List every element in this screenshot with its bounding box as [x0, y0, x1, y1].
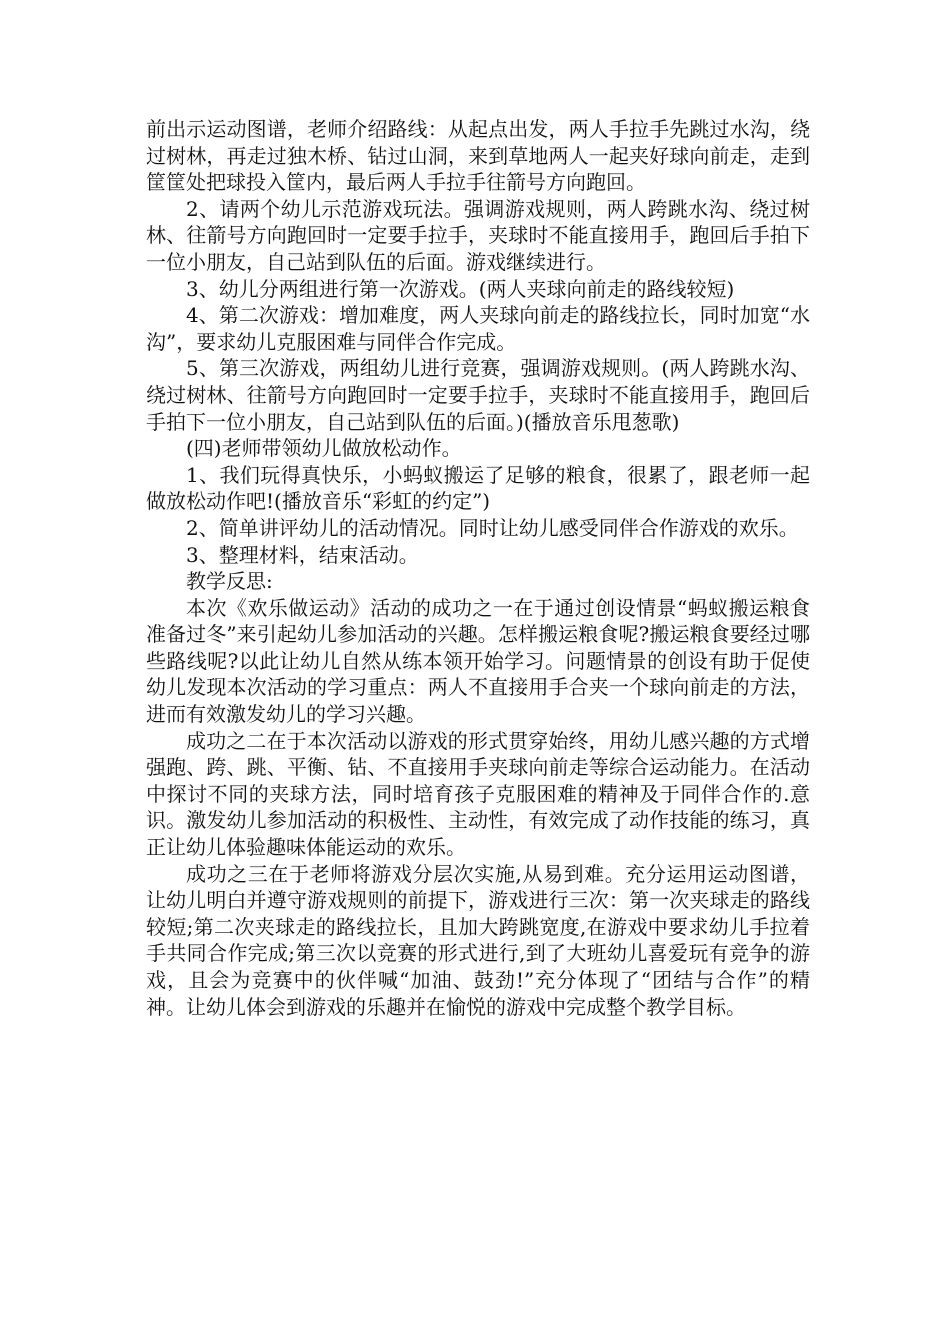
paragraph-route-intro: 前出示运动图谱，老师介绍路线：从起点出发，两人手拉手先跳过水沟，绕过树林，再走过独木桥、钻过山洞，来到草地两人一起夹好球向前走，走到筐筐处把球投入筐内，最后两人手拉手往箭号方向跑回。 [146, 117, 810, 195]
paragraph-reflection-2: 成功之二在于本次活动以游戏的形式贯穿始终，用幼儿感兴趣的方式增强跑、跨、跳、平衡、钻、不直接用手夹球向前走等综合运动能力。在活动中探讨不同的夹球方法，同时培育孩子克服困难的精神及于同伴合作的.意识。激发幼儿参加活动的积极性、主动性，有效完成了动作技能的练习，真正让幼儿体验趣味体能运动的欢乐。 [146, 728, 810, 860]
paragraph-step-5: 5、第三次游戏，两组幼儿进行竞赛，强调游戏规则。(两人跨跳水沟、绕过树林、往箭号方向跑回时一定要手拉手，夹球时不能直接用手，跑回后手拍下一位小朋友，自己站到队伍的后面。)(播放音乐甩葱歌) [146, 356, 810, 434]
paragraph-relax-3: 3、整理材料，结束活动。 [186, 542, 419, 567]
paragraph-step-2: 2、请两个幼儿示范游戏玩法。强调游戏规则，两人跨跳水沟、绕过树林、往箭号方向跑回时一定要手拉手，夹球时不能直接用手，跑回后手拍下一位小朋友，自己站到队伍的后面。游戏继续进行。 [146, 196, 810, 274]
document-page [146, 116, 810, 1020]
paragraph-relax-1: 1、我们玩得真快乐，小蚂蚁搬运了足够的粮食，很累了，跟老师一起做放松动作吧!(播放音乐“彩虹的约定”) [146, 462, 810, 514]
paragraph-step-4: 4、第二次游戏：增加难度，两人夹球向前走的路线拉长，同时加宽“水沟”，要求幼儿克服困难与同伴合作完成。 [146, 303, 810, 354]
paragraph-relax-2: 2、简单讲评幼儿的活动情况。同时让幼儿感受同伴合作游戏的欢乐。 [186, 515, 799, 540]
paragraph-reflection-3: 成功之三在于老师将游戏分层次实施,从易到难。充分运用运动图谱，让幼儿明白并遵守游戏规则的前提下，游戏进行三次：第一次夹球走的路线较短;第二次夹球走的路线拉长，且加大跨跳宽度,在游戏中要求幼儿手拉着手共同合作完成;第三次以竞赛的形式进行,到了大班幼儿喜爱玩有竞争的游戏，且会为竞赛中的伙伴喊“加油、鼓劲!”充分体现了“团结与合作”的精神。让幼儿体会到游戏的乐趣并在愉悦的游戏中完成整个教学目标。 [146, 861, 810, 1019]
section-heading-reflection: 教学反思: [186, 569, 273, 594]
paragraph-step-3: 3、幼儿分两组进行第一次游戏。(两人夹球向前走的路线较短) [186, 276, 735, 301]
section-heading-relax: (四)老师带领幼儿做放松动作。 [186, 436, 462, 461]
paragraph-reflection-1: 本次《欢乐做运动》活动的成功之一在于通过创设情景“蚂蚁搬运粮食准备过冬”来引起幼儿参加活动的兴趣。怎样搬运粮食呢?搬运粮食要经过哪些路线呢?以此让幼儿自然从练本领开始学习。问题情景的创设有助于促使幼儿发现本次活动的学习重点：两人不直接用手合夹一个球向前走的方法，进而有效激发幼儿的学习兴趣。 [146, 595, 810, 727]
